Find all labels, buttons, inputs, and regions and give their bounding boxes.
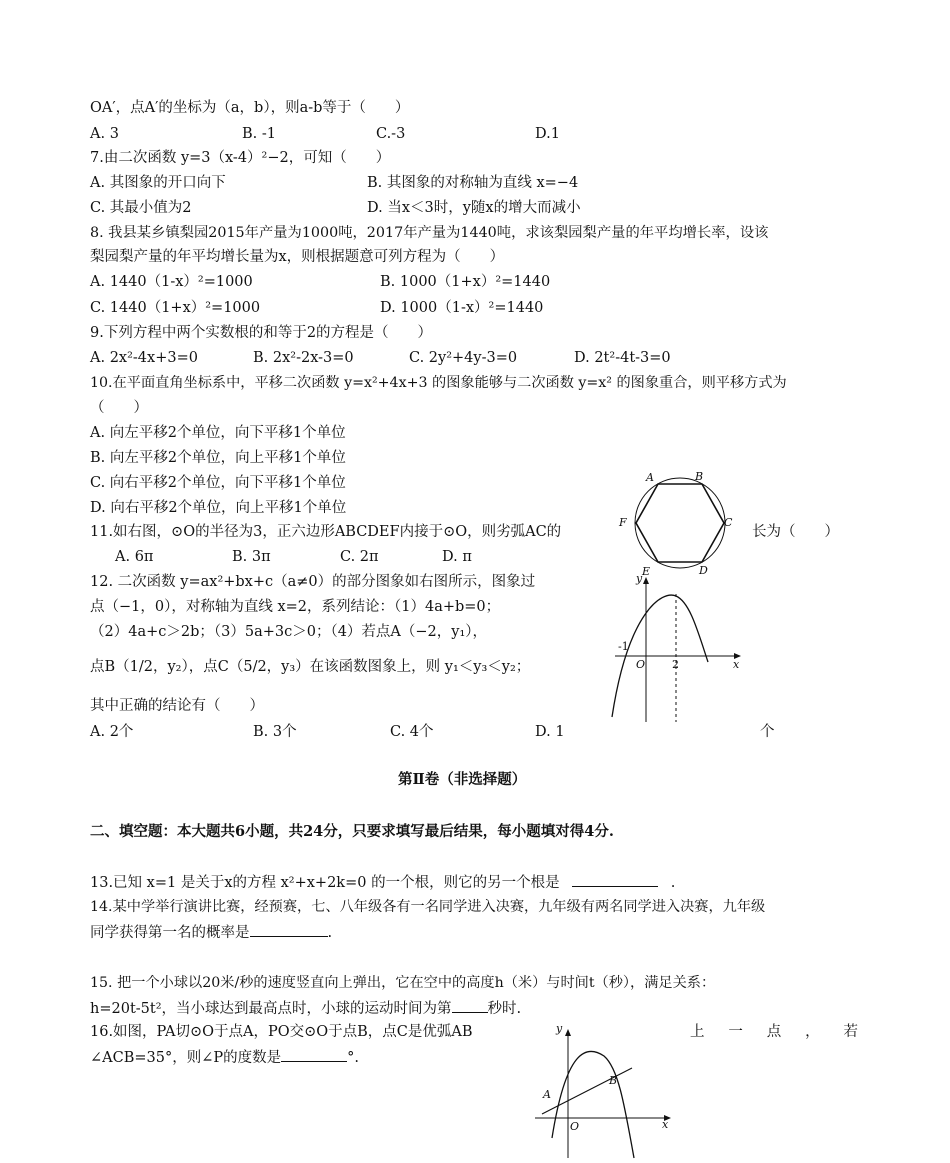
- q12-line-4: 点B（1/2，y₂），点C（5/2，y₃）在该函数图象上，则 y₁＜y₃＜y₂；: [90, 659, 531, 675]
- q16-answer-blank[interactable]: [281, 1047, 347, 1062]
- hex-label-e: E: [642, 565, 651, 578]
- fig3-label-a: A: [543, 1088, 551, 1101]
- q11-line-1: 11.如右图，⊙O的半径为3，正六边形ABCDEF内接于⊙O，则劣弧AC的: [90, 524, 562, 540]
- fig3-label-y: y: [556, 1022, 563, 1035]
- q9-option-c: C. 2y²+4y-3=0: [409, 350, 518, 366]
- hex-label-a: A: [646, 471, 654, 484]
- q8-option-d: D. 1000（1-x）²=1440: [380, 300, 544, 316]
- q13-text: 13.已知 x=1 是关于x的方程 x²+x+2k=0 的一个根，则它的另一个根是: [90, 875, 560, 891]
- hex-label-f: F: [619, 516, 627, 529]
- q10-line-1: 10.在平面直角坐标系中，平移二次函数 y=x²+4x+3 的图象能够与二次函数 y=x² 的图象重合，则平移方式为: [90, 375, 787, 391]
- q16-line-1-tail: [690, 1022, 858, 1042]
- q11-option-b: B. 3π: [232, 549, 271, 565]
- q12-option-d-tail: 个: [760, 724, 775, 740]
- q14-text: 同学获得第一名的概率是: [90, 925, 250, 941]
- q12-option-d: D. 1: [535, 724, 565, 740]
- q14-line-2: [90, 922, 332, 943]
- q15-tail: 秒时.: [487, 1001, 522, 1017]
- q15-answer-blank[interactable]: [452, 998, 488, 1013]
- q9-option-d: D. 2t²-4t-3=0: [574, 350, 671, 366]
- section-title: 第Ⅱ卷（非选择题）: [398, 771, 527, 788]
- q12-line-3: （2）4a+c＞2b；（3）5a+3c＞0；（4）若点A（−2，y₁），: [90, 624, 488, 640]
- parabola-label-x: x: [733, 658, 740, 671]
- q10-option-d: D. 向右平移2个单位，向上平移1个单位: [90, 500, 347, 516]
- q8-line-2: 梨园梨产量的年平均增长量为x，则根据题意可列方程为（ ）: [90, 249, 505, 265]
- q8-option-b: B. 1000（1+x）²=1440: [380, 274, 551, 290]
- q14-answer-blank[interactable]: [250, 922, 328, 937]
- q6-option-c: C.-3: [376, 126, 406, 142]
- q12-option-c: C. 4个: [390, 724, 434, 740]
- fig3-label-x: x: [662, 1118, 669, 1131]
- q8-line-1: 8. 我县某乡镇梨园2015年产量为1000吨，2017年产量为1440吨，求该梨园梨产量的年平均增长率，设该: [90, 225, 769, 241]
- q14-line-1: 14.某中学举行演讲比赛，经预赛，七、八年级各有一名同学进入决赛，九年级有两名同学进入决赛，九年级: [90, 899, 766, 915]
- q13-line: [90, 872, 675, 893]
- hex-label-b: B: [695, 470, 704, 483]
- fig3-label-o: O: [570, 1120, 580, 1133]
- parabola-line-figure: [530, 1022, 680, 1160]
- q8-option-c: C. 1440（1+x）²=1000: [90, 300, 261, 316]
- section-heading: 二、填空题：本大题共6小题，共24分，只要求填写最后结果，每小题填对得4分.: [90, 823, 614, 840]
- q8-option-a: A. 1440（1-x）²=1000: [90, 274, 253, 290]
- q16-tail: °.: [347, 1050, 359, 1066]
- parabola-label-neg1: -1: [618, 640, 629, 653]
- parabola-label-y: y: [636, 572, 643, 585]
- q12-line-5: 其中正确的结论有（ ）: [90, 698, 264, 714]
- q11-option-a: A. 6π: [115, 549, 154, 565]
- q9-option-b: B. 2x²-2x-3=0: [253, 350, 354, 366]
- q16-line-2: [90, 1047, 359, 1068]
- q15-line-2: [90, 998, 521, 1019]
- q7-option-d: D. 当x＜3时，y随x的增大而减小: [367, 200, 581, 216]
- q16-tail-char: 上: [690, 1024, 705, 1040]
- parabola-figure: [600, 572, 750, 724]
- q6-option-a: A. 3: [90, 126, 119, 142]
- q11-line-1-tail: 长为（ ）: [752, 524, 839, 540]
- parabola-label-o: O: [636, 658, 646, 671]
- parabola-label-2: 2: [672, 658, 679, 671]
- q7-option-a: A. 其图象的开口向下: [90, 175, 226, 191]
- q14-tail: .: [327, 925, 333, 941]
- q16-tail-char: 点: [766, 1024, 782, 1040]
- q13-tail: .: [670, 875, 676, 891]
- q16-text: ∠ACB=35°，则∠P的度数是: [90, 1050, 282, 1066]
- q16-tail-char: 若: [843, 1024, 858, 1040]
- q16-tail-char: 一: [728, 1024, 743, 1040]
- hex-label-c: C: [724, 516, 733, 529]
- q11-option-d: D. π: [442, 549, 472, 565]
- q11-option-c: C. 2π: [340, 549, 379, 565]
- hex-label-d: D: [699, 564, 708, 577]
- q10-option-c: C. 向右平移2个单位，向下平移1个单位: [90, 475, 346, 491]
- q12-option-b: B. 3个: [253, 724, 297, 740]
- q6-option-b: B. -1: [242, 126, 276, 142]
- q7-option-b: B. 其图象的对称轴为直线 x=−4: [367, 175, 579, 191]
- q12-line-1: 12. 二次函数 y=ax²+bx+c（a≠0）的部分图象如右图所示，图象过: [90, 574, 536, 590]
- q6-line: OA′，点A′的坐标为（a，b），则a-b等于（ ）: [90, 100, 410, 116]
- q12-line-2: 点（−1，0），对称轴为直线 x=2，系列结论：（1）4a+b=0；: [90, 599, 501, 615]
- q6-option-d: D.1: [535, 126, 560, 142]
- q7-stem: 7.由二次函数 y=3（x-4）²−2，可知（ ）: [90, 150, 391, 166]
- q9-option-a: A. 2x²-4x+3=0: [90, 350, 198, 366]
- q9-stem: 9.下列方程中两个实数根的和等于2的方程是（ ）: [90, 325, 433, 341]
- q10-option-a: A. 向左平移2个单位，向下平移1个单位: [90, 425, 346, 441]
- q16-line-1: 16.如图，PA切⊙O于点A，PO交⊙O于点B，点C是优弧AB: [90, 1024, 473, 1040]
- q15-line-1: 15. 把一个小球以20米/秒的速度竖直向上弹出，它在空中的高度h（米）与时间t（秒），满足关系：: [90, 975, 716, 991]
- q13-answer-blank[interactable]: [572, 872, 658, 887]
- q15-text: h=20t-5t²，当小球达到最高点时，小球的运动时间为第: [90, 1001, 452, 1017]
- hexagon-circle-figure: [612, 468, 752, 580]
- q7-option-c: C. 其最小值为2: [90, 200, 192, 216]
- q12-option-a: A. 2个: [90, 724, 134, 740]
- q10-option-b: B. 向左平移2个单位，向上平移1个单位: [90, 450, 346, 466]
- q10-line-2: （ ）: [90, 400, 148, 416]
- fig3-label-b: B: [609, 1074, 618, 1087]
- q16-tail-char: ，: [805, 1024, 820, 1040]
